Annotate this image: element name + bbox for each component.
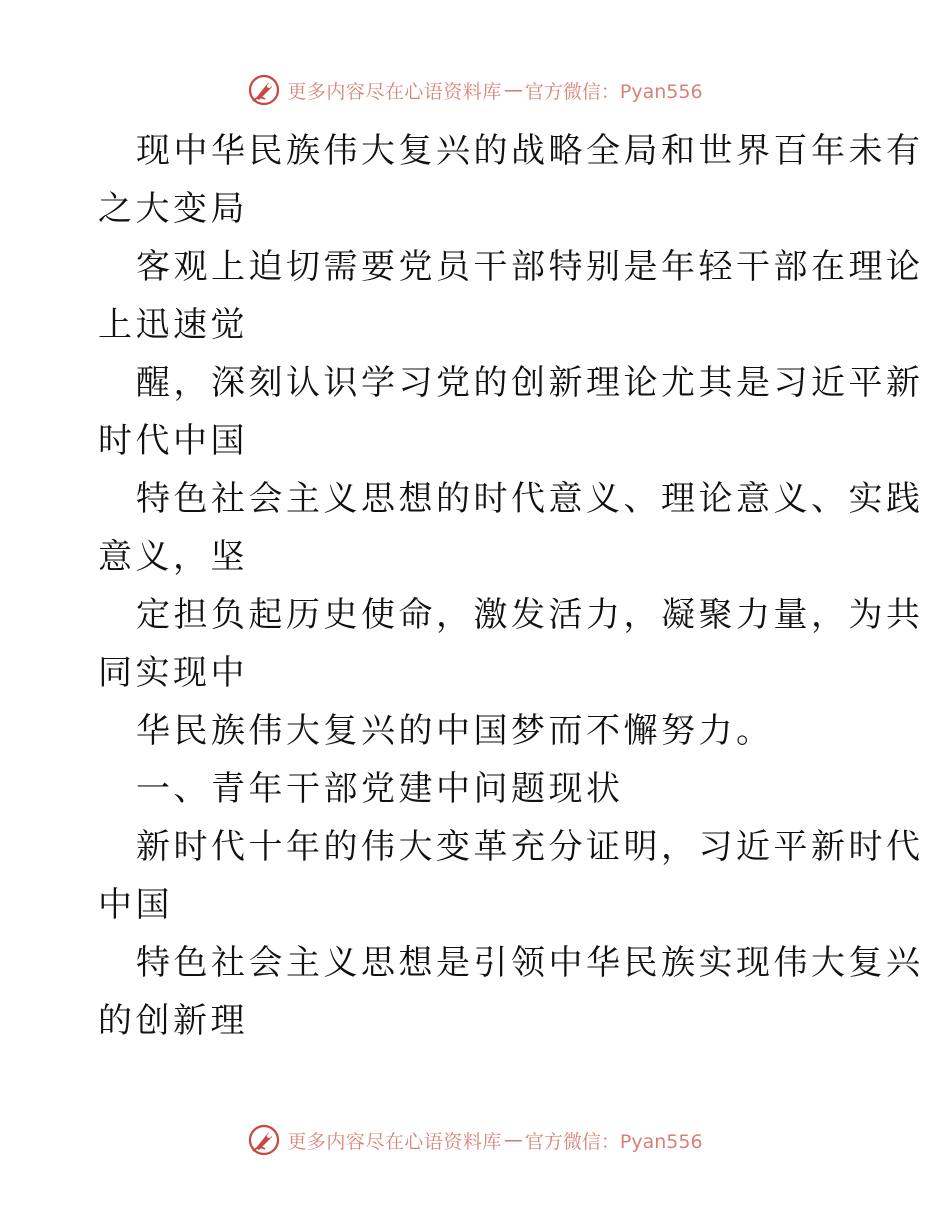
- header-watermark: [0, 70, 950, 110]
- pen-nib-logo-icon: [247, 73, 281, 107]
- body-line: 上迅速觉: [98, 305, 248, 345]
- watermark-separator: —: [503, 1129, 523, 1151]
- watermark-wechat: 官方微信：Pyan556: [524, 1130, 703, 1153]
- body-line: 意义，坚: [98, 537, 248, 577]
- document-body: [98, 122, 924, 1050]
- watermark-text: 更多内容尽在心语资料库: [287, 80, 502, 103]
- body-line: 中国: [98, 885, 173, 925]
- body-line: 特色社会主义思想是引领中华民族实现伟大复兴: [136, 943, 924, 983]
- pen-nib-logo-icon: [247, 1123, 281, 1157]
- watermark-wechat: 官方微信：Pyan556: [524, 80, 703, 103]
- section-heading: 一、青年干部党建中问题现状: [136, 769, 624, 809]
- body-line: 之大变局: [98, 189, 248, 229]
- body-line: 客观上迫切需要党员干部特别是年轻干部在理论: [136, 247, 924, 287]
- body-line: 同实现中: [98, 653, 248, 693]
- body-line: 醒，深刻认识学习党的创新理论尤其是习近平新: [136, 363, 924, 403]
- footer-watermark: [0, 1120, 950, 1160]
- body-line: 时代中国: [98, 421, 248, 461]
- watermark-text: 更多内容尽在心语资料库: [287, 1130, 502, 1153]
- watermark-separator: —: [503, 79, 523, 101]
- body-line: 特色社会主义思想的时代意义、理论意义、实践: [136, 479, 924, 519]
- body-line: 现中华民族伟大复兴的战略全局和世界百年未有: [136, 131, 924, 171]
- body-line: 定担负起历史使命，激发活力，凝聚力量，为共: [136, 595, 924, 635]
- body-line: 的创新理: [98, 1001, 248, 1041]
- body-line: 华民族伟大复兴的中国梦而不懈努力。: [136, 711, 774, 751]
- body-line: 新时代十年的伟大变革充分证明，习近平新时代: [136, 827, 924, 867]
